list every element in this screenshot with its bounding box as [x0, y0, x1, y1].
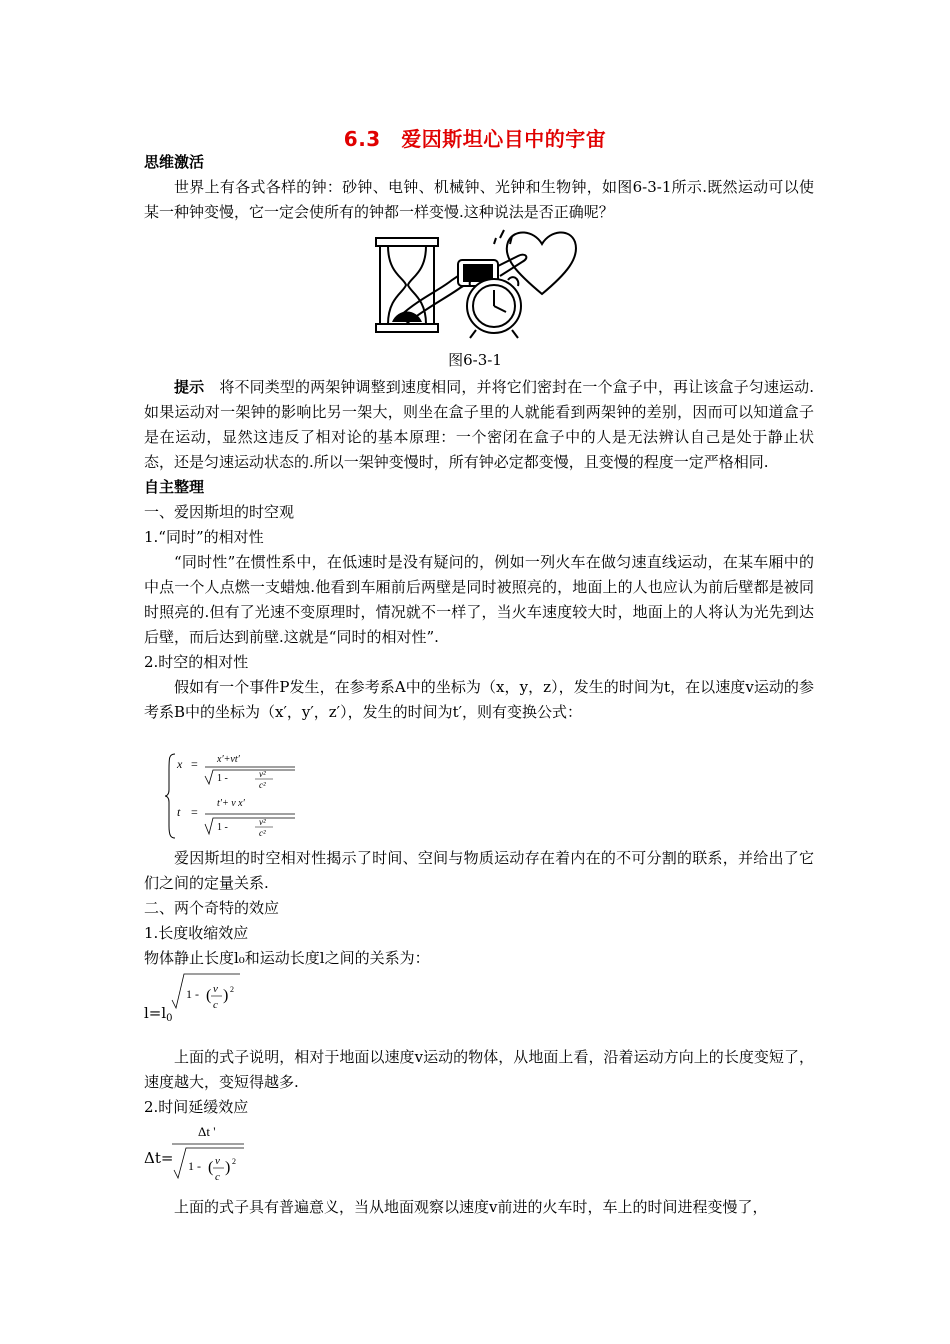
thinking-section	[144, 150, 814, 225]
svg-text:c: c	[215, 1171, 220, 1183]
svg-text:x: x	[177, 757, 183, 771]
svg-text:(: (	[206, 987, 212, 1004]
alarm-clock-image	[467, 277, 521, 338]
lorentz-formula	[165, 750, 305, 842]
svg-text:1 -: 1 -	[188, 1159, 201, 1173]
time-section	[144, 1195, 814, 1220]
svg-text:c: c	[213, 999, 218, 1011]
item-two-paragraph: 假如有一个事件P发生，在参考系A中的坐标为（x，y，z），发生的时间为t，在以速度v运动的参考系B中的坐标为（x′，y′，z′），发生的时间为t′，则有变换公式：	[144, 678, 814, 721]
eq-t-numerator: t′+ v x′	[217, 798, 245, 809]
intro-paragraph: 世界上有各式各样的钟：砂钟、电钟、机械钟、光钟和生物钟，如图6-3-1所示.既然运动可以使某一种钟变慢，它一定会使所有的钟都一样变慢.这种说法是否正确呢？	[144, 178, 814, 221]
length-formula-lhs: $l=l_0$	[144, 1004, 173, 1024]
svg-text:v: v	[213, 983, 218, 995]
svg-text:1 -: 1 -	[217, 773, 228, 784]
eq-x-numerator: x′+vt′	[217, 754, 240, 765]
hint-section	[144, 375, 814, 725]
section-heading-self: 自主整理	[144, 478, 205, 496]
effect-two-after-paragraph: 上面的式子具有普遍意义，当从地面观察以速度v前进的火车时，车上的时间进程变慢了，	[174, 1198, 768, 1216]
item-two-after-paragraph: 爱因斯坦的时空相对性揭示了时间、空间与物质运动存在着内在的不可分割的联系，并给出了它们之间的定量关系.	[144, 849, 814, 892]
item-two-heading: 2.时空的相对性	[144, 653, 249, 671]
svg-text:(: (	[208, 1159, 214, 1176]
hint-paragraph	[144, 375, 814, 475]
svg-text:v²: v²	[259, 769, 266, 779]
page-title: 6.3 爱因斯坦心目中的宇宙	[343, 127, 607, 151]
svg-text:2: 2	[230, 985, 234, 994]
length-section	[144, 1045, 814, 1120]
svg-text:t: t	[177, 805, 181, 819]
hourglass-image	[376, 238, 438, 332]
time-formula	[172, 1120, 252, 1192]
effect-two-heading: 2.时间延缓效应	[144, 1098, 249, 1116]
item-one-heading: 1.“同时”的相对性	[144, 528, 264, 546]
hint-text: 将不同类型的两架钟调整到速度相同，并将它们密封在一个盒子中，再让该盒子匀速运动.如果运动对一架钟的影响比另一架大，则坐在盒子里的人就能看到两架钟的差别，因而可以知道盒子是在运动，显然这违反了相对论的基本原理：一个密闭在盒子中的人是无法辨认自己是处于静止状态，还是匀速运动状态的.所以一架钟变慢时，所有钟必定都变慢，且变慢的程度一定严格相同.	[144, 378, 814, 471]
effect-one-relation: 物体静止长度l₀和运动长度l之间的关系为：	[144, 949, 430, 967]
section-heading-thinking: 思维激活	[144, 153, 205, 171]
figure-caption: 图6-3-1	[448, 351, 502, 369]
svg-text:v²: v²	[259, 817, 266, 827]
item-one-paragraph: “同时性”在惯性系中，在低速时是没有疑问的，例如一列火车在做匀速直线运动，在某车厢中的中点一个人点燃一支蜡烛.他看到车厢前后两壁是同时被照亮的，地面上的人也应认为前后壁都是被同时照亮的.但有了光速不变原理时，情况就不一样了，当火车速度较大时，地面上的人将认为光先到达后壁，而后达到前壁.这就是“同时的相对性”.	[144, 553, 814, 646]
spacetime-section	[144, 846, 814, 971]
svg-text:c²: c²	[259, 780, 266, 790]
clocks-illustration	[370, 228, 580, 340]
svg-text:2: 2	[232, 1157, 236, 1166]
time-formula-lhs: Δt=	[144, 1149, 174, 1167]
effect-one-heading: 1.长度收缩效应	[144, 924, 249, 942]
hint-label: 提示	[174, 378, 205, 396]
part-two-heading: 二、两个奇特的效应	[144, 899, 280, 917]
svg-text:1 -: 1 -	[186, 987, 199, 1001]
time-formula-numerator: Δt '	[198, 1124, 216, 1139]
svg-text:=: =	[191, 757, 198, 771]
svg-text:v: v	[215, 1155, 220, 1167]
svg-text:=: =	[191, 805, 198, 819]
effect-one-after-paragraph: 上面的式子说明，相对于地面以速度v运动的物体，从地面上看，沿着运动方向上的长度变短了，速度越大，变短得越多.	[144, 1048, 814, 1091]
svg-text:): )	[223, 987, 229, 1004]
length-formula-root	[170, 970, 250, 1020]
svg-text:1 -: 1 -	[217, 822, 228, 833]
part-one-heading: 一、爱因斯坦的时空观	[144, 503, 295, 521]
svg-text:): )	[225, 1159, 231, 1176]
svg-text:c²: c²	[259, 828, 266, 838]
